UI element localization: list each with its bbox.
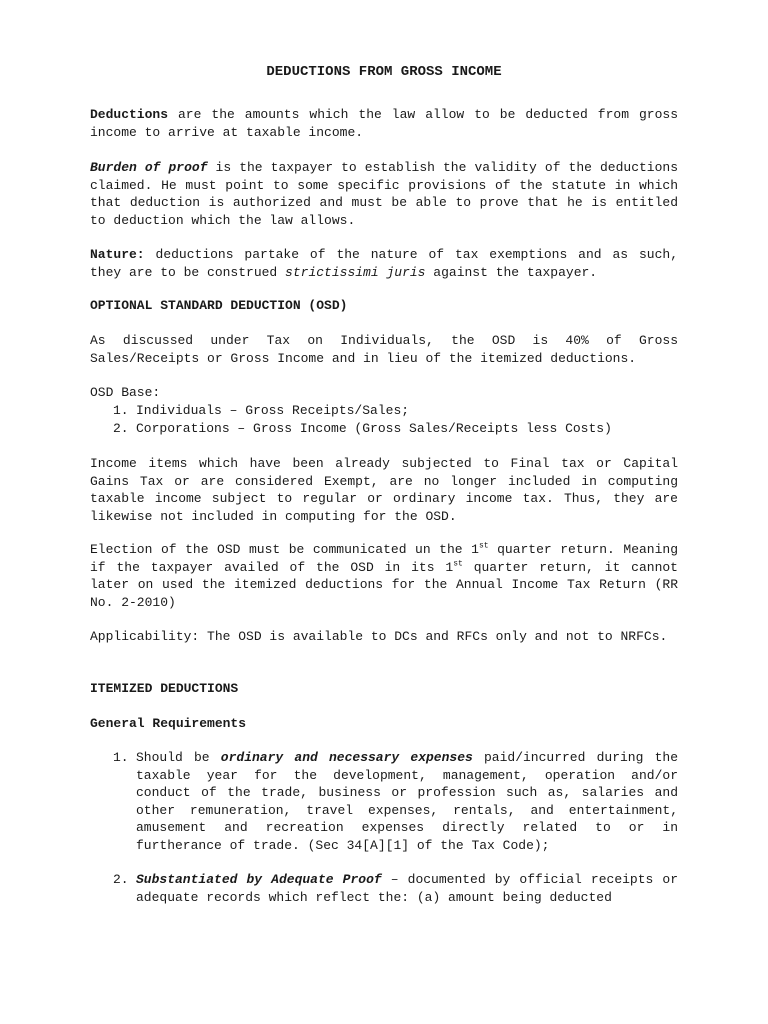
osd-base-label: OSD Base: [90,385,161,400]
paragraph-deductions [90,106,678,141]
paragraph-text: is the taxpayer to establish the validity of the deductions claimed. He must point to some specific provisions of the statute in which that deduction is authorized and must be able to prove that he is entitled to deduction which the law allows. [90,160,679,228]
list-item: 1. Should be ordinary and necessary expenses paid/incurred during the taxable year for the development, management, operation and/or conduct of the trade, business or profession such as, salaries and other remuneration, travel expenses, rentals, and entertainment, amusement and recreation expenses directly related to or in furtherance of trade. (Sec 34[A][1] of the Tax Code); [113,750,678,853]
requirements-list [113,749,678,906]
paragraph-osd-description: As discussed under Tax on Individuals, the OSD is 40% of Gross Sales/Receipts or Gross Income and in lieu of the itemized deductions. [90,333,678,366]
paragraph-text: are the amounts which the law allow to be deducted from gross income to arrive at taxable income. [90,107,678,140]
heading-itemized-deductions: ITEMIZED DEDUCTIONS [90,681,239,696]
term-nature: Nature: [90,247,145,262]
paragraph-applicability: Applicability: The OSD is available to DCs and RFCs only and not to NRFCs. [90,629,668,644]
heading-osd: OPTIONAL STANDARD DEDUCTION (OSD) [90,298,348,313]
osd-base-list [113,402,678,437]
latin-term: strictissimi juris [285,264,426,280]
paragraph-text: against the taxpayer. [425,264,598,280]
paragraph-income-items: Income items which have been already subjected to Final tax or Capital Gains Tax or are considered Exempt, are no longer included in computing taxable income subject to regular or ordinary income tax. Thus, they are likewise not included in computing for the OSD. [90,456,678,524]
paragraph-burden-of-proof [90,159,678,229]
term-deductions: Deductions [90,107,169,122]
document-title: DEDUCTIONS FROM GROSS INCOME [266,64,502,80]
list-item: 2. Corporations – Gross Income (Gross Sales/Receipts less Costs) [113,420,612,436]
list-item: 1. Individuals – Gross Receipts/Sales; [113,403,410,418]
paragraph-election: Election of the OSD must be communicated un the 1st quarter return. Meaning if the taxpayer availed of the OSD in its 1st quarter return, it cannot later on used the itemized deductions for the Annual Income Tax Return (RR No. 2-2010) [90,541,679,610]
heading-general-requirements: General Requirements [90,716,247,731]
term-burden-of-proof: Burden of proof [90,160,208,175]
paragraph-nature [90,246,678,281]
paragraph-text: deductions partake of the nature of tax exemptions and as such, they are to be construed [90,247,678,280]
list-item: 2. Substantiated by Adequate Proof – documented by official receipts or adequate records which reflect the: (a) amount being deducted [113,872,679,905]
